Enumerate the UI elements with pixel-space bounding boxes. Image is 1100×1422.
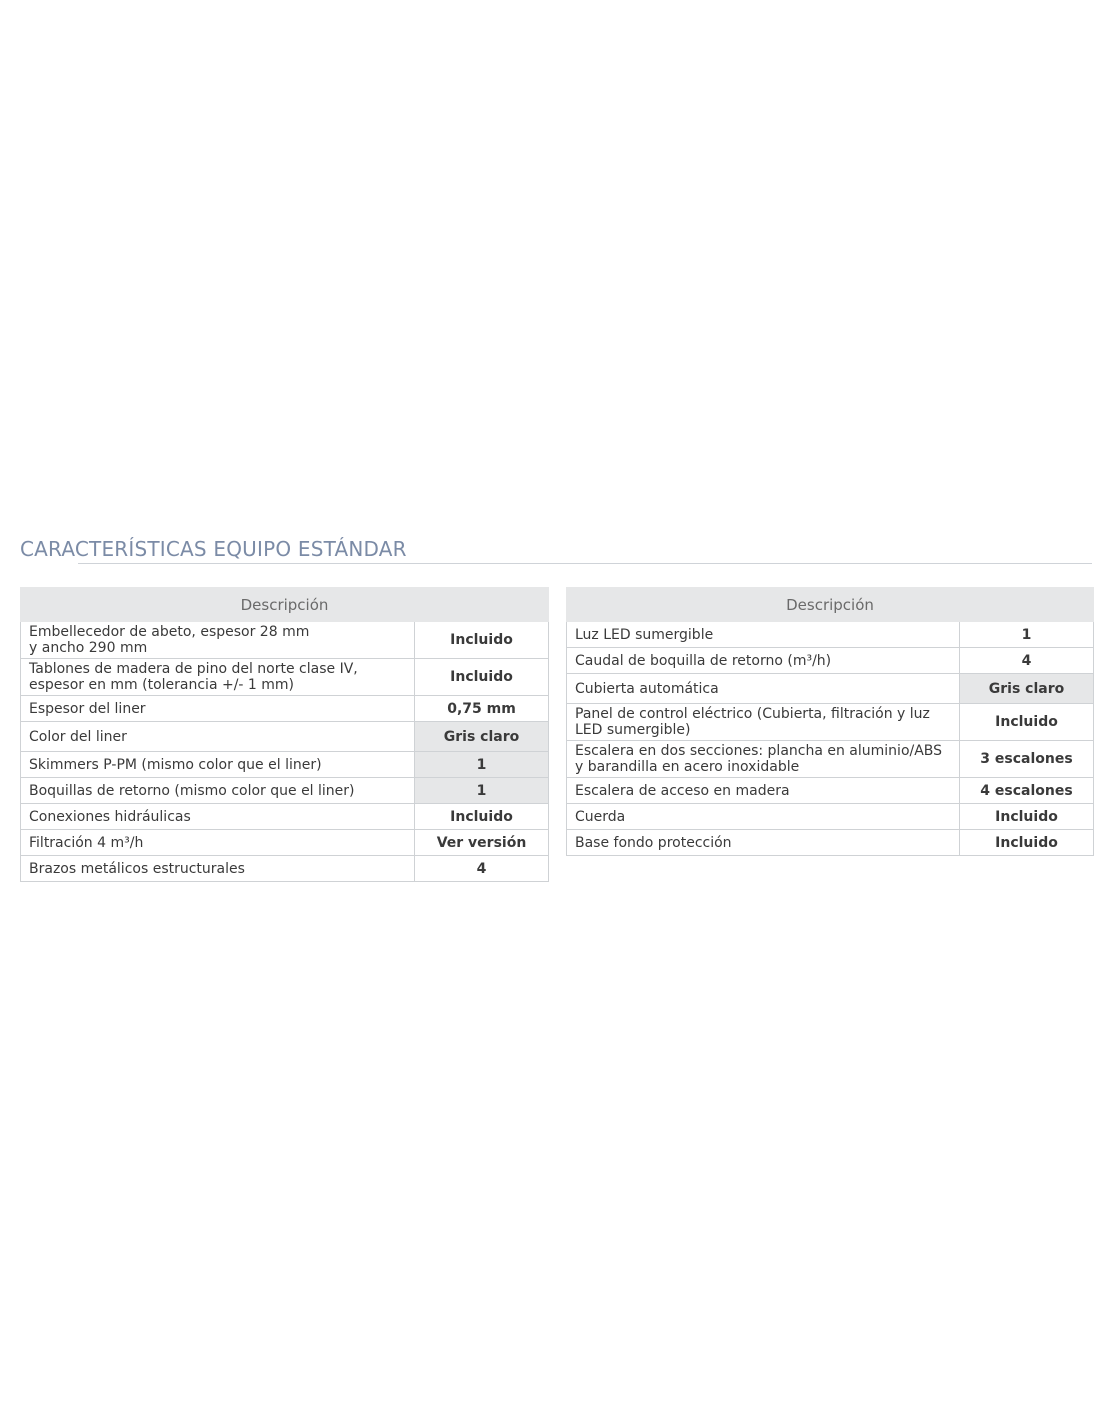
row-description: Conexiones hidráulicas [21,804,415,830]
row-description: Cubierta automática [567,674,960,704]
right-table-header: Descripción [567,588,1094,622]
table-row [21,804,549,830]
row-value: 0,75 mm [415,696,549,722]
right-spec-table [566,587,1094,856]
row-description: Cuerda [567,804,960,830]
row-description: Boquillas de retorno (mismo color que el liner) [21,778,415,804]
table-row [21,696,549,722]
row-description: Base fondo protección [567,830,960,856]
row-value: 1 [415,752,549,778]
table-row [21,622,549,659]
row-value: Incluido [415,622,549,659]
row-description: Luz LED sumergible [567,622,960,648]
table-row [567,704,1094,741]
title-divider [78,563,1092,564]
row-value: Incluido [415,804,549,830]
row-description: Filtración 4 m³/h [21,830,415,856]
row-description: Espesor del liner [21,696,415,722]
row-value: 1 [415,778,549,804]
table-row [567,778,1094,804]
row-value: 4 escalones [960,778,1094,804]
table-row [21,752,549,778]
left-table-header: Descripción [21,588,549,622]
row-description: Skimmers P-PM (mismo color que el liner) [21,752,415,778]
row-description: Escalera de acceso en madera [567,778,960,804]
row-description: Caudal de boquilla de retorno (m³/h) [567,648,960,674]
row-value: 4 [960,648,1094,674]
row-description: Escalera en dos secciones: plancha en aluminio/ABS y barandilla en acero inoxidable [567,741,960,778]
table-row [567,674,1094,704]
table-row [21,659,549,696]
row-value: Incluido [960,830,1094,856]
table-row [21,778,549,804]
row-value: 3 escalones [960,741,1094,778]
row-value: Gris claro [415,722,549,752]
table-row [567,804,1094,830]
row-value: 4 [415,856,549,882]
table-row [567,622,1094,648]
row-value: Gris claro [960,674,1094,704]
table-row [567,648,1094,674]
row-description: Tablones de madera de pino del norte clase IV, espesor en mm (tolerancia +/- 1 mm) [21,659,415,696]
table-row [21,722,549,752]
row-description: Color del liner [21,722,415,752]
section-title: CARACTERÍSTICAS EQUIPO ESTÁNDAR [20,537,407,561]
row-description: Embellecedor de abeto, espesor 28 mm y ancho 290 mm [21,622,415,659]
row-description: Brazos metálicos estructurales [21,856,415,882]
table-row [21,830,549,856]
row-value: Incluido [415,659,549,696]
table-row [567,830,1094,856]
row-value: Ver versión [415,830,549,856]
row-value: 1 [960,622,1094,648]
left-spec-table [20,587,549,882]
table-row [21,856,549,882]
row-value: Incluido [960,804,1094,830]
row-value: Incluido [960,704,1094,741]
row-description: Panel de control eléctrico (Cubierta, filtración y luz LED sumergible) [567,704,960,741]
table-row [567,741,1094,778]
